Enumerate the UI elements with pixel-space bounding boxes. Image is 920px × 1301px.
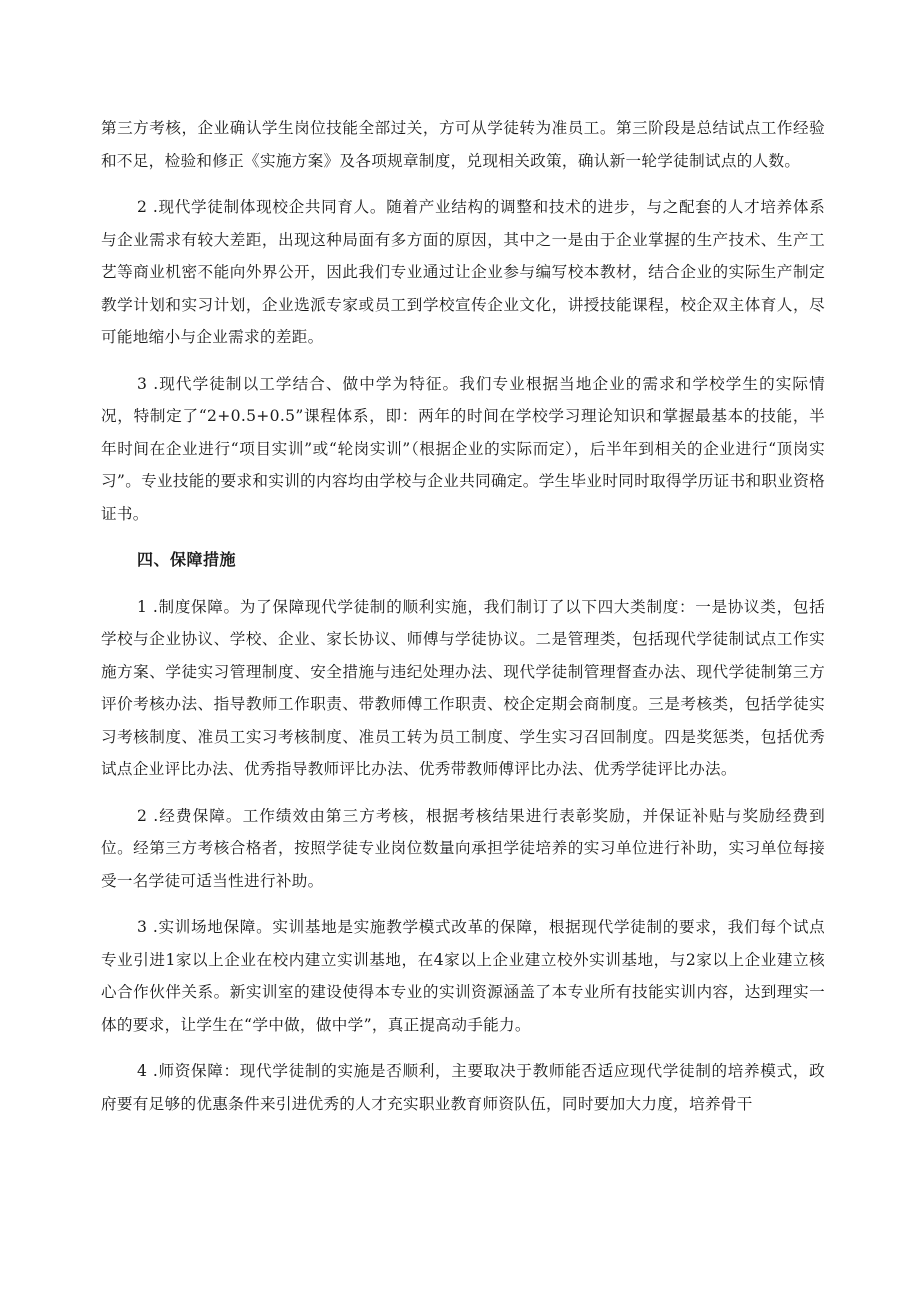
paragraph-item-3: 3 .现代学徒制以工学结合、做中学为特征。我们专业根据当地企业的需求和学校学生的实际情况，特制定了“2+0.5+0.5”课程体系，即：两年的时间在学校学习理论知识和掌握最基本的技能，半年时间在企业进行“项目实训”或“轮岗实训”（根据企业的实际而定），后半年到相关的企业进行“顶岗实习”。专业技能的要求和实训的内容均由学校与企业共同确定。学生毕业时同时取得学历证书和职业资格证书。	[101, 374, 825, 523]
document-page	[101, 112, 825, 1134]
paragraph-training-site-guarantee: 3 .实训场地保障。实训基地是实施教学模式改革的保障，根据现代学徒制的要求，我们每个试点专业引进1家以上企业在校内建立实训基地，在4家以上企业建立校外实训基地，与2家以上企业建立核心合作伙伴关系。新实训室的建设使得本专业的实训资源涵盖了本专业所有技能实训内容，达到理实一体的要求，让学生在“学中做，做中学”，真正提高动手能力。	[101, 918, 825, 1034]
paragraph-funding-guarantee: 2 .经费保障。工作绩效由第三方考核，根据考核结果进行表彰奖励，并保证补贴与奖励经费到位。经第三方考核合格者，按照学徒专业岗位数量向承担学徒培养的实习单位进行补助，实习单位每接受一名学徒可适当性进行补助。	[101, 806, 825, 890]
paragraph-continuation: 第三方考核，企业确认学生岗位技能全部过关，方可从学徒转为准员工。第三阶段是总结试点工作经验和不足，检验和修正《实施方案》及各项规章制度，兑现相关政策，确认新一轮学徒制试点的人数。	[101, 119, 825, 170]
section-heading: 四、保障措施	[137, 550, 237, 569]
paragraph-teacher-guarantee: 4 .师资保障：现代学徒制的实施是否顺利，主要取决于教师能否适应现代学徒制的培养模式，政府要有足够的优惠条件来引进优秀的人才充实职业教育师资队伍，同时要加大力度，培养骨干	[101, 1062, 825, 1113]
paragraph-item-2: 2 .现代学徒制体现校企共同育人。随着产业结构的调整和技术的进步，与之配套的人才培养体系与企业需求有较大差距，出现这种局面有多方面的原因，其中之一是由于企业掌握的生产技术、生产工艺等商业机密不能向外界公开，因此我们专业通过让企业参与编写校本教材，结合企业的实际生产制定教学计划和实习计划，企业选派专家或员工到学校宣传企业文化，讲授技能课程，校企双主体育人，尽可能地缩小与企业需求的差距。	[101, 198, 825, 346]
paragraph-system-guarantee: 1 .制度保障。为了保障现代学徒制的顺利实施，我们制订了以下四大类制度：一是协议类，包括学校与企业协议、学校、企业、家长协议、师傅与学徒协议。二是管理类，包括现代学徒制试点工作实施方案、学徒实习管理制度、安全措施与违纪处理办法、现代学徒制管理督查办法、现代学徒制第三方评价考核办法、指导教师工作职责、带教师傅工作职责、校企定期会商制度。三是考核类，包括学徒实习考核制度、准员工实习考核制度、准员工转为员工制度、学生实习召回制度。四是奖惩类，包括优秀试点企业评比办法、优秀指导教师评比办法、优秀带教师傅评比办法、优秀学徒评比办法。	[101, 597, 825, 778]
